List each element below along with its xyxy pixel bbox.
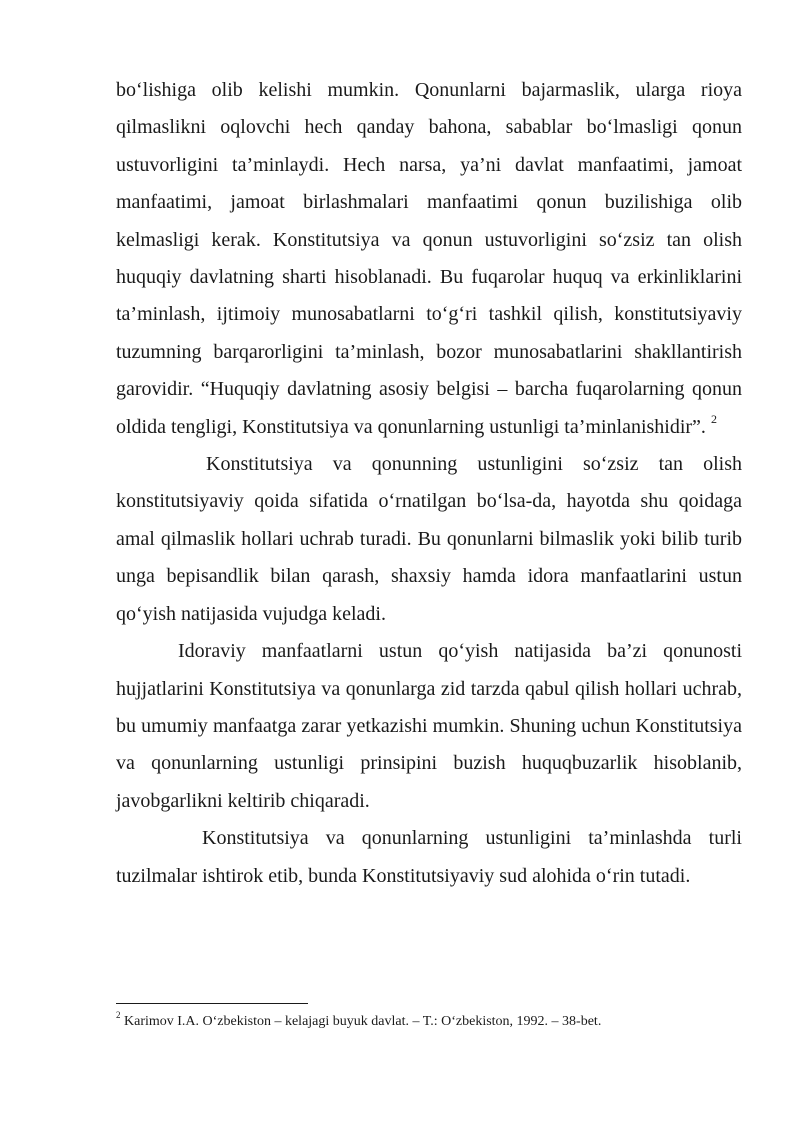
main-text <box>116 72 742 895</box>
paragraph-2: Konstitutsiya va qonunning ustunligini so‘zsiz tan olish konstitutsiyaviy qoida sifatida o‘rnatilgan bo‘lsa-da, hayotda shu qoidaga amal qilmaslik hollari uchrab turadi. Bu qonunlarni bilmaslik yoki bilib turib unga bepisandlik bilan qarash, shaxsiy hamda idora manfaatlarini ustun qo‘yish natijasida vujudga keladi. <box>116 453 742 625</box>
paragraph-4: Konstitutsiya va qonunlarning ustunligini ta’minlashda turli tuzilmalar ishtirok etib, bunda Konstitutsiyaviy sud alohida o‘rin tutadi. <box>116 827 742 887</box>
footnote <box>116 1012 746 1032</box>
paragraph-3: Idoraviy manfaatlarni ustun qo‘yish natijasida ba’zi qonunosti hujjatlarini Konstitutsiya va qonunlarga zid tarzda qabul qilish hollari uchrab, bu umumiy manfaatga zarar yetkazishi mumkin. Shuning uchun Konstitutsiya va qonunlarning ustunligi prinsipini buzish huquqbuzarlik hisoblanib, javobgarlikni keltirib chiqaradi. <box>116 640 742 812</box>
footnote-reference[interactable]: 2 <box>710 412 717 426</box>
footnote-number: 2 <box>116 1010 121 1021</box>
footnote-text: Karimov I.A. O‘zbekiston – kelajagi buyuk davlat. – T.: O‘zbekiston, 1992. – 38-bet. <box>120 1014 602 1029</box>
paragraph-1-text: bo‘lishiga olib kelishi mumkin. Qonunlarni bajarmaslik, ularga rioya qilmaslikni oqlovchi hech qanday bahona, sabablar bo‘lmasligi qonun ustuvorligini ta’minlaydi. Hech narsa, ya’ni davlat manfaatimi, jamoat manfaatimi, jamoat birlashmalari manfaatimi qonun buzilishiga olib kelmasligi kerak. Konstitutsiya va qonun ustuvorligini so‘zsiz tan olish huquqiy davlatning sharti hisoblanadi. Bu fuqarolar huquq va erkinliklarini ta’minlash, ijtimoiy munosabatlarni to‘g‘ri tashkil qilish, konstitutsiyaviy tuzumning barqarorligini ta’minlash, bozor munosabatlarini shakllantirish garovidir. “Huquqiy davlatning asosiy belgisi – barcha fuqarolarning qonun oldida tengligi, Konstitutsiya va qonunlarning ustunligi ta’minlanishidir”. <box>116 79 742 438</box>
paragraph-1 <box>116 72 742 446</box>
footnote-separator <box>116 1003 308 1004</box>
